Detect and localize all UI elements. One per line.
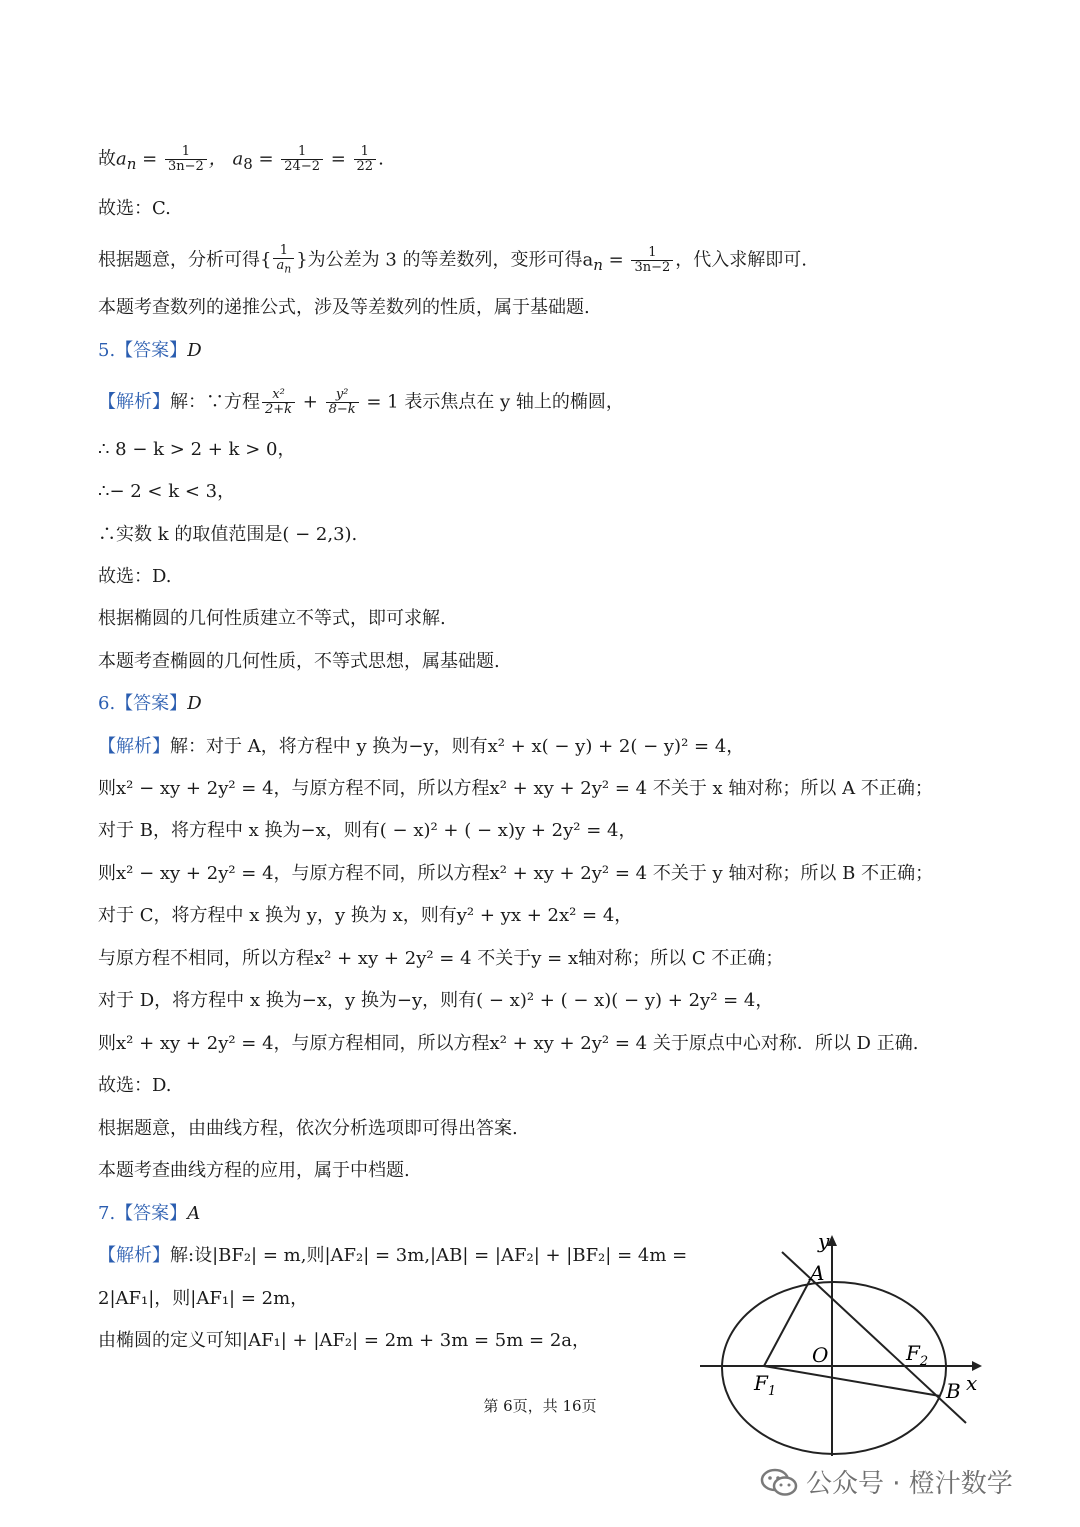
text: ， a — [208, 148, 244, 170]
label-O: O — [812, 1343, 829, 1367]
answer-value: D — [187, 340, 202, 361]
label-F1-sub: 1 — [767, 1384, 777, 1399]
text-line: 本题考查数列的递推公式，涉及等差数列的性质，属于基础题. — [98, 297, 590, 318]
text-line: 对于 C，将方程中 x 换为 y，y 换为 x，则有y² + yx + 2x² = 4， — [98, 905, 633, 926]
fraction — [273, 244, 294, 277]
label-A: A — [810, 1261, 825, 1285]
text: 解：对于 A，将方程中 y 换为−y，则有x² + x( − y) + 2( − y)² = 4， — [170, 736, 745, 757]
ellipse-diagram — [700, 1230, 990, 1462]
text-line: 故选：D. — [98, 1075, 172, 1096]
wechat-icon — [760, 1467, 798, 1497]
fraction — [281, 145, 323, 174]
answer-label: 5.【答案】 — [98, 340, 188, 361]
numerator: x² — [262, 388, 295, 403]
analysis-tag: 【解析】 — [98, 1245, 170, 1266]
numerator: 1 — [354, 145, 377, 160]
numerator: 1 — [631, 246, 673, 261]
text-line: 根据题意，由曲线方程，依次分析选项即可得出答案. — [98, 1118, 518, 1139]
label-F1-main: F — [754, 1371, 768, 1395]
text: = — [252, 148, 280, 170]
text-line: ∴ 8 − k > 2 + k > 0， — [98, 439, 296, 460]
numerator: 1 — [281, 145, 323, 160]
text: = — [325, 148, 352, 170]
text-line: 本题考查椭圆的几何性质，不等式思想，属基础题. — [98, 651, 500, 672]
subscript: 8 — [243, 155, 253, 174]
label-x: x — [966, 1371, 978, 1395]
text: 解:设|BF₂| = m,则|AF₂| = 3m,|AB| = |AF₂| + |BF₂| = 4m = — [170, 1245, 688, 1266]
text-line: 则x² + xy + 2y² = 4，与原方程相同，所以方程x² + xy + 2y² = 4 关于原点中心对称．所以 D 正确. — [98, 1033, 919, 1054]
analysis-tag: 【解析】 — [98, 736, 170, 757]
analysis-line-q6 — [98, 734, 744, 760]
text: 根据题意，分析可得{ — [98, 249, 272, 271]
fraction — [326, 388, 359, 417]
answer-label: 7.【答案】 — [98, 1203, 188, 1224]
text-line: 故选：C. — [98, 198, 171, 219]
text-line: 对于 B，将方程中 x 换为−x，则有( − x)² + ( − x)y + 2y² = 4， — [98, 820, 637, 841]
numerator: 1 — [165, 145, 207, 160]
text-line: 对于 D，将方程中 x 换为−x，y 换为−y，则有( − x)² + ( − x)( − y) + 2y² = 4， — [98, 990, 774, 1011]
denominator — [273, 259, 294, 277]
text: }为公差为 3 的等差数列，变形可得a — [296, 249, 594, 271]
text: + — [297, 391, 324, 413]
numerator: y² — [326, 388, 359, 403]
subscript: n — [126, 155, 137, 174]
text-line: 本题考查曲线方程的应用，属于中档题. — [98, 1160, 410, 1181]
answer-value: D — [187, 693, 202, 714]
denominator: 3n−2 — [167, 159, 204, 174]
label-F2 — [905, 1341, 928, 1369]
answer-line-q6 — [98, 691, 202, 717]
denominator: 8−k — [328, 402, 356, 417]
label-F2-sub: 2 — [919, 1354, 929, 1369]
denominator: 3n−2 — [634, 259, 671, 275]
text: 解：∵方程 — [170, 391, 260, 413]
text-line: ∴实数 k 的取值范围是( − 2,3). — [98, 524, 358, 545]
page-footer: 第 6页，共 16页 — [483, 1397, 597, 1415]
text-line: 则x² − xy + 2y² = 4，与原方程不同，所以方程x² + xy + 2y² = 4 不关于 y 轴对称；所以 B 不正确； — [98, 863, 934, 884]
fraction — [354, 145, 377, 174]
analysis-line-q7 — [98, 1243, 687, 1269]
label-F2-main: F — [906, 1341, 920, 1365]
answer-line-q7 — [98, 1201, 200, 1227]
denominator: 22 — [356, 159, 374, 174]
answer-label: 6.【答案】 — [98, 693, 188, 714]
x-axis-arrow — [972, 1361, 982, 1371]
text-line: 则x² − xy + 2y² = 4，与原方程不同，所以方程x² + xy + 2y² = 4 不关于 x 轴对称；所以 A 不正确； — [98, 778, 933, 799]
text-line: 2|AF₁|，则|AF₁| = 2m， — [98, 1288, 309, 1309]
text: ，代入求解即可. — [675, 249, 808, 271]
symbol: a — [116, 148, 127, 170]
denominator: 24−2 — [284, 159, 320, 174]
fraction — [262, 388, 295, 417]
text: 故 — [98, 148, 116, 170]
text-line: 与原方程不相同，所以方程x² + xy + 2y² = 4 不关于y = x轴对称；所以 C 不正确； — [98, 948, 784, 969]
text-line: ∴− 2 < k < 3， — [98, 481, 236, 502]
subscript: n — [593, 255, 603, 274]
segment-F1B — [764, 1366, 940, 1396]
watermark — [760, 1463, 1013, 1500]
formula-line-1 — [98, 145, 384, 177]
label-B: B — [946, 1379, 961, 1403]
fraction — [631, 246, 673, 275]
text-line: 根据椭圆的几何性质建立不等式，即可求解. — [98, 608, 446, 629]
watermark-text: 公众号 · 橙汁数学 — [806, 1469, 1013, 1499]
fraction — [165, 145, 207, 174]
answer-value: A — [187, 1203, 201, 1224]
symbol: a — [276, 258, 285, 273]
text-line — [98, 244, 807, 278]
text-line: 故选：D. — [98, 566, 172, 587]
denominator: 2+k — [265, 402, 293, 417]
numerator: 1 — [273, 244, 294, 259]
analysis-line-q5 — [98, 388, 624, 417]
text: = — [602, 249, 630, 271]
text: . — [378, 148, 384, 170]
text: = — [136, 148, 163, 170]
answer-line-q5 — [98, 338, 202, 364]
analysis-tag: 【解析】 — [98, 391, 170, 413]
subscript: n — [284, 262, 292, 276]
text-line: 由椭圆的定义可知|AF₁| + |AF₂| = 2m + 3m = 5m = 2a， — [98, 1330, 591, 1351]
segment-F1A — [764, 1280, 810, 1366]
text: = 1 表示焦点在 y 轴上的椭圆， — [360, 391, 624, 413]
label-y: y — [818, 1230, 830, 1253]
ellipse — [722, 1282, 946, 1454]
